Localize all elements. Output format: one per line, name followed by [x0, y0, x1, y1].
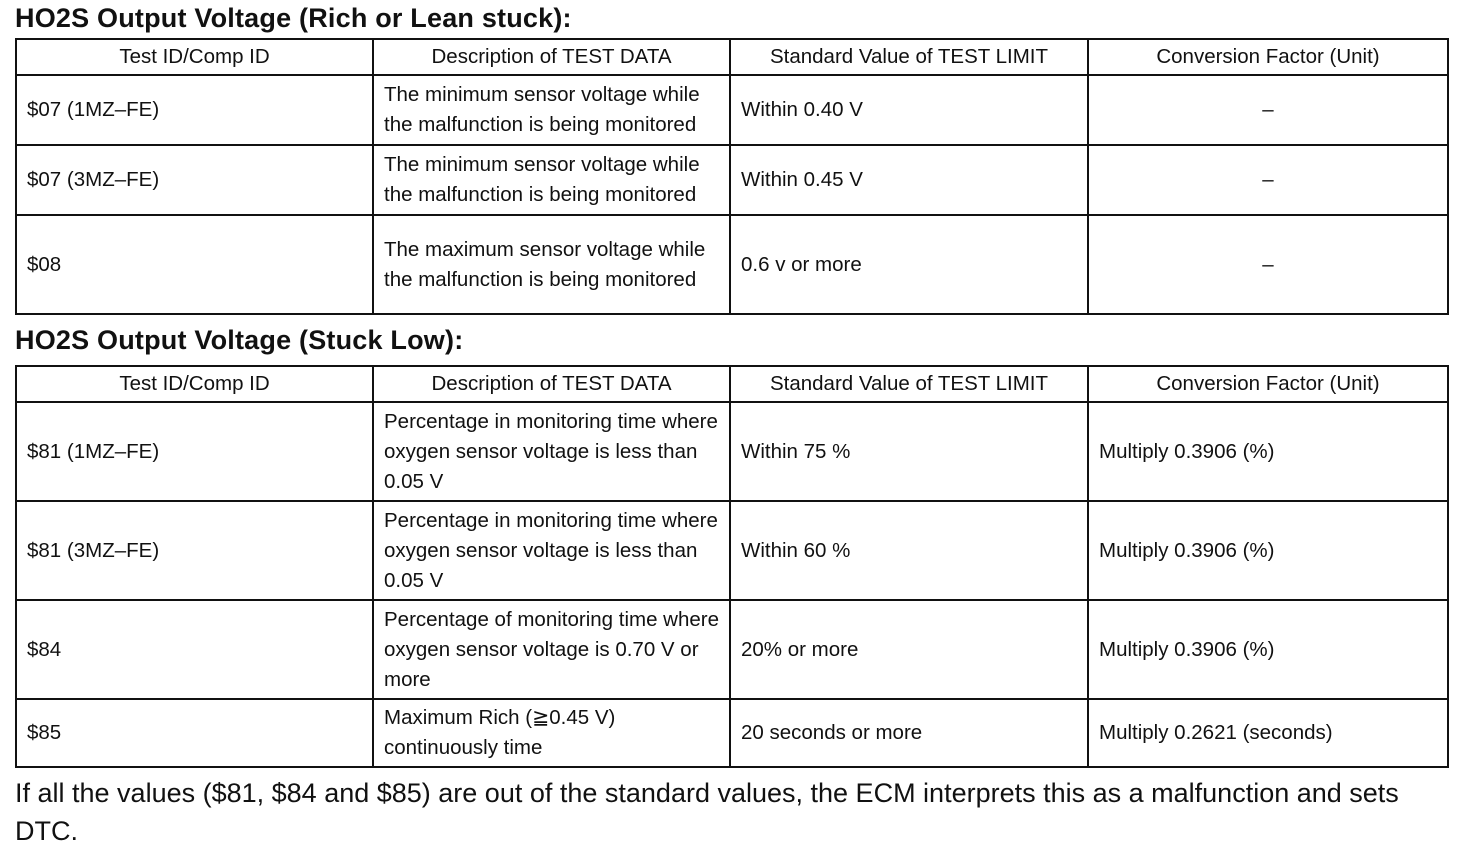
table-row: [16, 600, 1448, 699]
footer-note: If all the values ($81, $84 and $85) are out of the standard values, the ECM interprets this as a malfunction and sets DTC.: [15, 778, 1399, 846]
header-test-id: Test ID/Comp ID: [16, 366, 373, 402]
section1-title: HO2S Output Voltage (Rich or Lean stuck):: [15, 3, 572, 33]
stuck-low-table: [15, 365, 1449, 768]
cell-description: Percentage of monitoring time where oxygen sensor voltage is 0.70 V or more: [373, 600, 730, 699]
table-row: [16, 699, 1448, 767]
cell-description: The minimum sensor voltage while the malfunction is being monitored: [373, 75, 730, 145]
cell-test-id: $85: [16, 699, 373, 767]
cell-description: The minimum sensor voltage while the malfunction is being monitored: [373, 145, 730, 215]
cell-conversion-factor: Multiply 0.3906 (%): [1088, 402, 1448, 501]
cell-test-id: $07 (3MZ–FE): [16, 145, 373, 215]
table-row: [16, 145, 1448, 215]
cell-test-id: $07 (1MZ–FE): [16, 75, 373, 145]
cell-standard-value: Within 0.45 V: [730, 145, 1088, 215]
table-header-row: [16, 366, 1448, 402]
cell-conversion-factor: Multiply 0.3906 (%): [1088, 600, 1448, 699]
cell-standard-value: Within 60 %: [730, 501, 1088, 600]
rich-lean-table: [15, 38, 1449, 315]
header-description: Description of TEST DATA: [373, 366, 730, 402]
header-description: Description of TEST DATA: [373, 39, 730, 75]
table-row: [16, 402, 1448, 501]
header-standard-value: Standard Value of TEST LIMIT: [730, 39, 1088, 75]
cell-test-id: $84: [16, 600, 373, 699]
header-test-id: Test ID/Comp ID: [16, 39, 373, 75]
header-standard-value: Standard Value of TEST LIMIT: [730, 366, 1088, 402]
cell-standard-value: 20% or more: [730, 600, 1088, 699]
cell-description: Maximum Rich (≧0.45 V) continuously time: [373, 699, 730, 767]
cell-description: Percentage in monitoring time where oxygen sensor voltage is less than 0.05 V: [373, 501, 730, 600]
cell-standard-value: Within 0.40 V: [730, 75, 1088, 145]
cell-standard-value: Within 75 %: [730, 402, 1088, 501]
cell-standard-value: 0.6 v or more: [730, 215, 1088, 314]
document-page: [15, 0, 1447, 850]
header-conversion-factor: Conversion Factor (Unit): [1088, 366, 1448, 402]
cell-test-id: $81 (1MZ–FE): [16, 402, 373, 501]
table-row: [16, 75, 1448, 145]
cell-standard-value: 20 seconds or more: [730, 699, 1088, 767]
cell-conversion-factor: Multiply 0.3906 (%): [1088, 501, 1448, 600]
cell-conversion-factor: –: [1088, 145, 1448, 215]
cell-description: Percentage in monitoring time where oxygen sensor voltage is less than 0.05 V: [373, 402, 730, 501]
cell-description: The maximum sensor voltage while the malfunction is being monitored: [373, 215, 730, 314]
cell-conversion-factor: Multiply 0.2621 (seconds): [1088, 699, 1448, 767]
cell-conversion-factor: –: [1088, 75, 1448, 145]
table-row: [16, 215, 1448, 314]
header-conversion-factor: Conversion Factor (Unit): [1088, 39, 1448, 75]
cell-conversion-factor: –: [1088, 215, 1448, 314]
cell-test-id: $81 (3MZ–FE): [16, 501, 373, 600]
cell-test-id: $08: [16, 215, 373, 314]
table-row: [16, 501, 1448, 600]
section2-title: HO2S Output Voltage (Stuck Low):: [15, 325, 464, 355]
table-header-row: [16, 39, 1448, 75]
